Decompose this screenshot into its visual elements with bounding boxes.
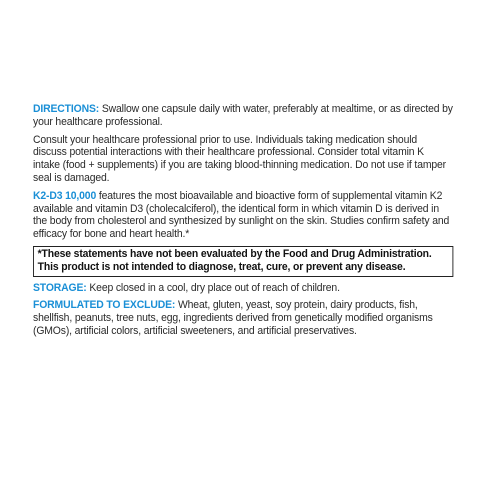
exclusions-section <box>33 299 453 337</box>
disclaimer-line-1: *These statements have not been evaluated by the Food and Drug Administration. <box>37 247 432 260</box>
directions-heading: DIRECTIONS: <box>33 103 100 115</box>
disclaimer-line-2: This product is not intended to diagnose, treat, cure, or prevent any disease. <box>37 260 406 273</box>
warning-text: Consult your healthcare professional prior to use. Individuals taking medication should discuss potential interactions with their healthcare professional. Consider total vitamin K intake (food + supplements) if you are taking blood-thinning medication. Do not use if tamper seal is damaged. <box>33 133 446 184</box>
storage-heading: STORAGE: <box>33 281 87 294</box>
storage-section <box>33 282 453 295</box>
directions-text: Swallow one capsule daily with water, preferably at mealtime, or as directed by your healthcare professional. <box>33 103 453 128</box>
exclusions-text: Wheat, gluten, yeast, soy protein, dairy products, fish, shellfish, peanuts, tree nuts, egg, ingredients derived from genetically modified organisms (GMOs), artificial colors, artificial sweeteners, and artificial preservatives. <box>33 299 433 337</box>
directions-section <box>33 103 453 129</box>
storage-text: Keep closed in a cool, dry place out of reach of children. <box>89 281 340 294</box>
product-name: K2-D3 10,000 <box>33 189 97 202</box>
product-description-section <box>33 190 453 241</box>
product-description-text: features the most bioavailable and bioactive form of supplemental vitamin K2 available and vitamin D3 (cholecalciferol), the identical form in which vitamin D is derived in the body from cholesterol and synthesized by sunlight on the skin. Studies confirm safety and efficacy for bone and heart health.* <box>33 189 450 241</box>
supplement-label-panel <box>33 103 453 343</box>
exclusions-heading: FORMULATED TO EXCLUDE: <box>33 299 176 312</box>
warning-section <box>33 134 453 185</box>
fda-disclaimer-box <box>33 246 453 277</box>
